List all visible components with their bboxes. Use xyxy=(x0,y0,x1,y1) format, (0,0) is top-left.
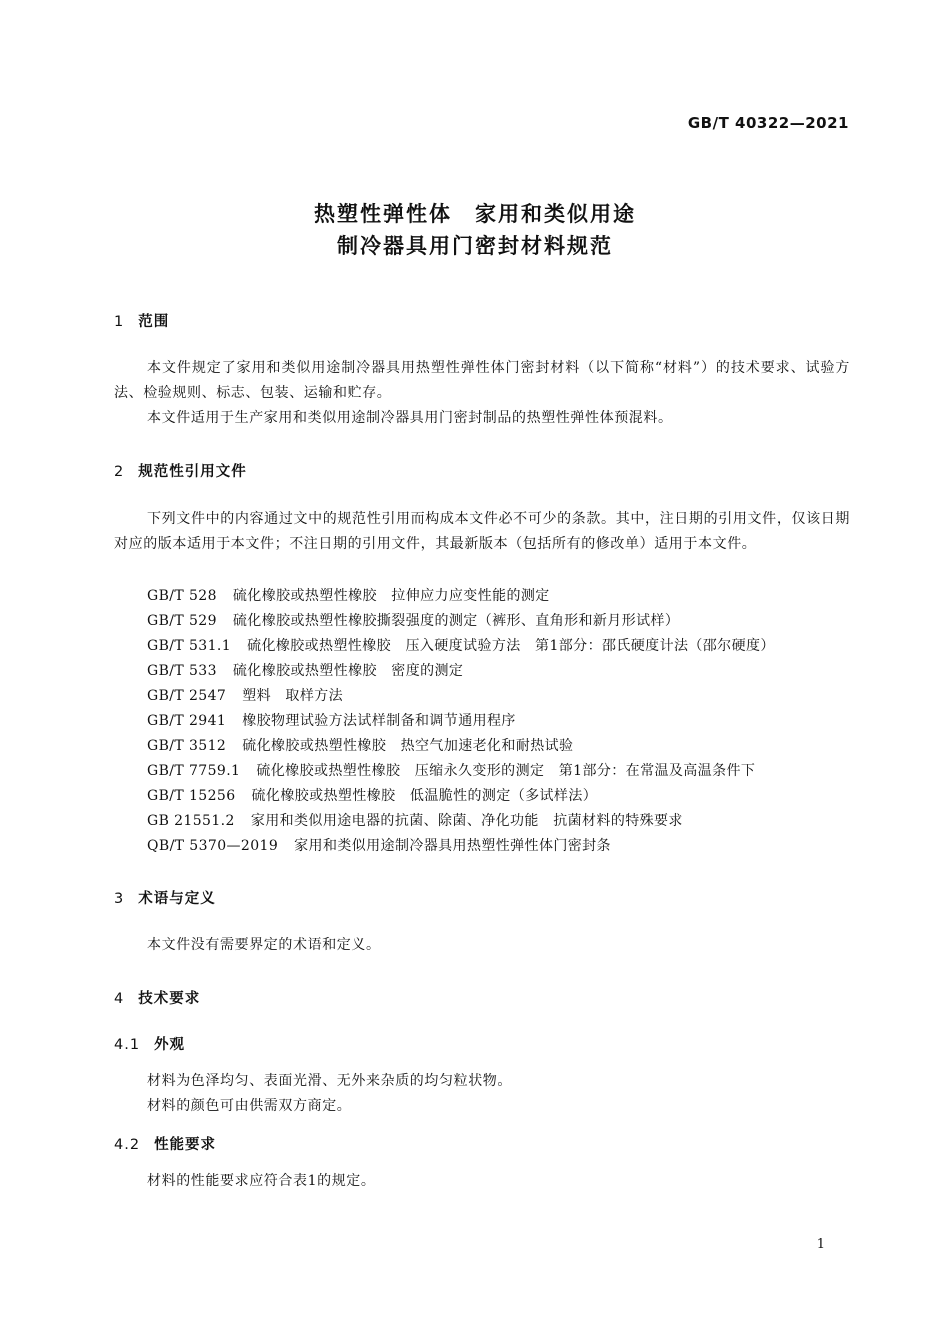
section-1-heading xyxy=(114,310,169,331)
section-4-1-heading xyxy=(114,1033,185,1054)
reference-item xyxy=(147,610,679,630)
section-title: 术语与定义 xyxy=(138,891,216,907)
reference-item xyxy=(147,660,463,680)
reference-code: GB 21551.2 xyxy=(147,813,235,829)
terms-paragraph: 本文件没有需要界定的术语和定义。 xyxy=(147,937,381,953)
reference-title: 硫化橡胶或热塑性橡胶 压入硬度试验方法 第1部分：邵氏硬度计法（邵尔硬度） xyxy=(247,638,775,654)
reference-item xyxy=(147,835,611,855)
reference-title: 塑料 取样方法 xyxy=(242,688,344,704)
section-4-heading xyxy=(114,987,200,1008)
standard-number: GB/T 40322—2021 xyxy=(687,114,849,132)
reference-item xyxy=(147,785,597,805)
reference-code: QB/T 5370—2019 xyxy=(147,838,279,854)
references-intro-paragraph: 下列文件中的内容通过文中的规范性引用而构成本文件必不可少的条款。其中，注日期的引用文件，仅该日期对应的版本适用于本文件；不注日期的引用文件，其最新版本（包括所有的修改单）适用于本文件。 xyxy=(114,511,850,552)
reference-code: GB/T 528 xyxy=(147,588,217,604)
reference-item xyxy=(147,685,343,705)
section-number: 1 xyxy=(114,314,125,330)
reference-title: 硫化橡胶或热塑性橡胶 压缩永久变形的测定 第1部分：在常温及高温条件下 xyxy=(256,763,756,779)
section-3-heading xyxy=(114,887,216,908)
reference-title: 家用和类似用途制冷器具用热塑性弹性体门密封条 xyxy=(294,838,611,854)
section-title: 性能要求 xyxy=(154,1137,217,1153)
reference-code: GB/T 2941 xyxy=(147,713,227,729)
reference-code: GB/T 533 xyxy=(147,663,217,679)
reference-code: GB/T 529 xyxy=(147,613,217,629)
reference-item xyxy=(147,585,550,605)
reference-title: 硫化橡胶或热塑性橡胶 热空气加速老化和耐热试验 xyxy=(242,738,574,754)
section-2-heading xyxy=(114,460,247,481)
section-number: 3 xyxy=(114,891,125,907)
reference-title: 橡胶物理试验方法试样制备和调节通用程序 xyxy=(242,713,516,729)
reference-item xyxy=(147,760,755,780)
reference-item xyxy=(147,710,516,730)
reference-title: 硫化橡胶或热塑性橡胶撕裂强度的测定（裤形、直角形和新月形试样） xyxy=(232,613,680,629)
reference-item xyxy=(147,810,683,830)
document-title-line1: 热塑性弹性体 家用和类似用途 xyxy=(314,202,636,226)
section-number: 4.1 xyxy=(114,1037,141,1053)
reference-code: GB/T 531.1 xyxy=(147,638,232,654)
reference-code: GB/T 15256 xyxy=(147,788,236,804)
scope-paragraph-1: 本文件规定了家用和类似用途制冷器具用热塑性弹性体门密封材料（以下简称“材料”）的技术要求、试验方法、检验规则、标志、包装、运输和贮存。 xyxy=(114,360,850,401)
reference-code: GB/T 7759.1 xyxy=(147,763,241,779)
appearance-line-1: 材料为色泽均匀、表面光滑、无外来杂质的均匀粒状物。 xyxy=(147,1073,512,1089)
reference-code: GB/T 2547 xyxy=(147,688,227,704)
section-title: 外观 xyxy=(154,1037,186,1053)
reference-title: 硫化橡胶或热塑性橡胶 低温脆性的测定（多试样法） xyxy=(251,788,598,804)
reference-item xyxy=(147,635,775,655)
section-4-2-heading xyxy=(114,1133,216,1154)
document-title-line2: 制冷器具用门密封材料规范 xyxy=(337,234,613,258)
section-title: 规范性引用文件 xyxy=(138,464,247,480)
section-title: 范围 xyxy=(138,314,170,330)
section-number: 2 xyxy=(114,464,125,480)
reference-title: 硫化橡胶或热塑性橡胶 密度的测定 xyxy=(232,663,464,679)
appearance-line-2: 材料的颜色可由供需双方商定。 xyxy=(147,1098,352,1114)
page-number: 1 xyxy=(816,1237,825,1252)
reference-item xyxy=(147,735,573,755)
section-number: 4.2 xyxy=(114,1137,141,1153)
reference-code: GB/T 3512 xyxy=(147,738,227,754)
reference-title: 硫化橡胶或热塑性橡胶 拉伸应力应变性能的测定 xyxy=(232,588,550,604)
reference-title: 家用和类似用途电器的抗菌、除菌、净化功能 抗菌材料的特殊要求 xyxy=(250,813,683,829)
section-title: 技术要求 xyxy=(138,991,201,1007)
section-number: 4 xyxy=(114,991,125,1007)
performance-line-1: 材料的性能要求应符合表1的规定。 xyxy=(147,1173,376,1189)
scope-paragraph-2: 本文件适用于生产家用和类似用途制冷器具用门密封制品的热塑性弹性体预混料。 xyxy=(147,410,673,426)
